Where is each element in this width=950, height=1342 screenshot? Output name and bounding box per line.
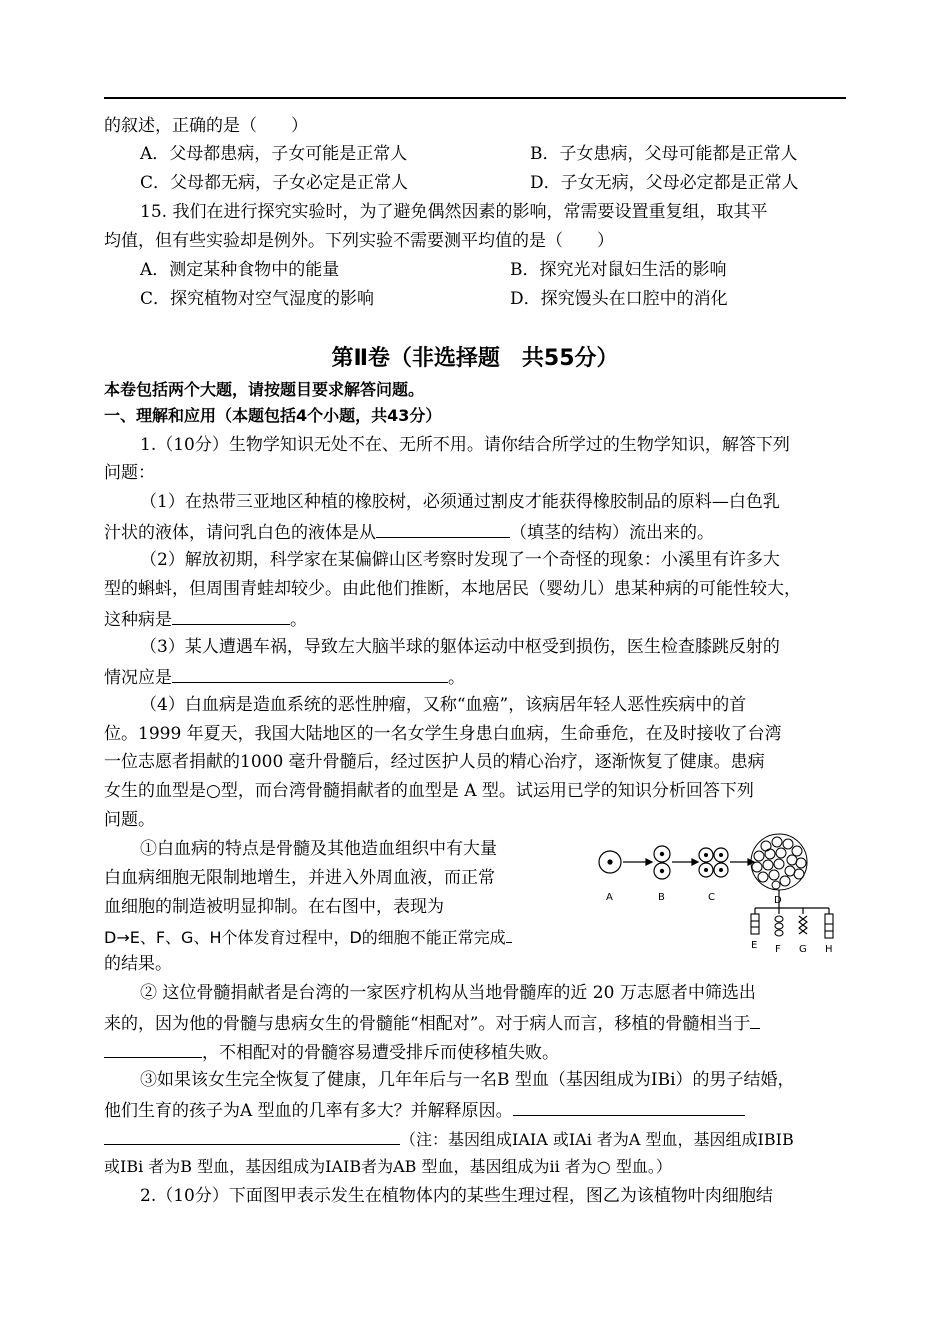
q1-p2-line1: （2）解放初期，科学家在某偏僻山区考察时发现了一个奇怪的现象：小溪里有许多大 [140,550,780,570]
q15-stem-line2: 均值，但有些实验却是例外。下列实验不需要测平均值的是（ ） [104,231,614,251]
label-d: D [774,895,782,906]
cell-c [699,848,728,877]
q1-s2-line2-text: 来的，因为他的骨髓与患病女生的骨髓能“相配对”。对于病人而言，移植的骨髓相当于 [104,1014,751,1034]
q1-s3-line2 [104,1097,854,1123]
q1-s3-line2-text: 他们生育的孩子为A 型血的几率有多大？并解释原因。 [104,1101,513,1121]
cell-cluster-d [751,834,807,890]
answer-blank-antigen[interactable] [104,1039,202,1058]
q1-s3-line3 [104,1126,854,1152]
arrow-a-b [623,859,652,865]
q1-s2-text-post: ，不相配对的骨髓容易遭受排斥而使移植失败。 [202,1043,559,1063]
q1-line2: 问题： [104,463,155,483]
q1-s1-line2: 白血病细胞无限制地增生，并进入外周血液，而正常 [104,868,495,888]
q14-stem-tail: 的叙述，正确的是（ ） [104,116,308,136]
answer-blank-explanation[interactable] [104,1126,400,1145]
q1-p4-line2: 位。1999 年夏天，我国大陆地区的一名女学生身患白血病，生命垂危，在及时接收了台湾 [104,724,782,744]
q15-option-a: A．测定某种食物中的能量 [140,260,340,280]
q1-p4-line1: （4）白血病是造血系统的恶性肿瘤，又称“血癌”，该病居年轻人恶性疾病中的首 [140,695,747,715]
q14-option-d: D．子女无病，父母必定都是正常人 [530,173,799,193]
cell-f [775,916,783,936]
q1-p3-text-pre: 情况应是 [104,668,172,688]
q1-p1-line2 [104,519,854,545]
q15-stem-line1: 15. 我们在进行探究实验时，为了避免偶然因素的影响，常需要设置重复组，取其平 [140,202,768,222]
q1-p4-line4: 女生的血型是○型，而台湾骨髓捐献者的血型是 A 型。试运用已学的知识分析回答下列 [104,781,754,801]
label-h: H [825,944,833,955]
q1-s1-line4 [104,924,574,950]
part2-intro: 本卷包括两个大题，请按题目要求解答问题。 [104,380,425,399]
q2-line1: 2.（10分）下面图甲表示发生在植物体内的某些生理过程，图乙为该植物叶肉细胞结 [140,1186,773,1206]
q1-p4-line3: 一位志愿者捐献的1000 毫升骨髓后，经过医护人员的精心治疗，逐渐恢复了健康。患病 [104,752,765,772]
label-a: A [606,892,613,903]
label-c: C [708,892,715,903]
q1-s3-line4: 或IBi 者为B 型血，基因组成为IAIB者为AB 型血，基因组成为ii 者为○ 型血。） [104,1157,672,1176]
q1-p3-text-post: 。 [448,668,465,688]
q1-p2-text-post: 。 [290,610,307,630]
q1-p4-line5: 问题。 [104,810,155,830]
q1-p1-line1: （1）在热带三亚地区种植的橡胶树，必须通过割皮才能获得橡胶制品的原料—白色乳 [140,492,780,512]
branch-lines [755,890,829,914]
answer-blank-probability[interactable] [513,1097,745,1116]
q15-option-d: D．探究馒头在口腔中的消化 [510,289,728,309]
label-f: F [775,944,781,955]
q1-s3-note: （注：基因组成IAIA 或IAi 者为A 型血，基因组成IBIB [400,1130,794,1149]
q1-p3-line1: （3）某人遭遇车祸，导致左大脑半球的躯体运动中枢受到损伤，医生检查膝跳反射的 [140,637,780,657]
q1-s1-line4-text: D→E、F、G、H个体发育过程中，D的细胞不能正常完成 [104,928,506,947]
q15-option-b: B．探究光对鼠妇生活的影响 [510,260,727,280]
cell-g [799,916,807,934]
q1-p1-text-pre: 汁状的液体，请问乳白色的液体是从 [104,523,376,543]
q1-p2-text-pre: 这种病是 [104,610,172,630]
q1-s1-line3: 血细胞的制造被明显抑制。在右图中，表现为 [104,897,444,917]
q1-p1-text-post: （填茎的结构）流出来的。 [510,523,714,543]
answer-blank-disease[interactable] [172,606,290,625]
label-e: E [751,940,758,951]
q1-p3-line2 [104,664,854,690]
q1-s3-line1: ③如果该女生完全恢复了健康，几年年后与一名B 型血（基因组成为IBi）的男子结婚， [140,1070,795,1090]
cell-b [654,846,670,879]
label-b: B [658,892,665,903]
arrow-b-c [672,859,698,865]
arrow-c-d [730,859,754,865]
header-rule [104,97,846,99]
answer-blank-reflex[interactable] [172,664,448,683]
q1-p2-line2: 型的蝌蚪，但周围青蛙却较少。由此他们推断，本地居民（婴幼儿）患某种病的可能性较大， [104,579,801,599]
q1-s2-line3 [104,1039,854,1065]
answer-blank-process[interactable] [506,924,512,943]
hematopoiesis-diagram [596,832,846,967]
q14-option-a: A．父母都患病，子女可能是正常人 [140,144,408,164]
answer-blank-stem-structure[interactable] [376,519,510,538]
q1-s1-line5: 的结果。 [104,954,172,974]
q1-line1: 1.（10分）生物学知识无处不在、无所不用。请你结合所学过的生物学知识，解答下列 [140,435,790,455]
cell-a [599,851,621,873]
q15-option-c: C．探究植物对空气湿度的影响 [140,289,375,309]
label-g: G [799,944,807,955]
q1-s2-line1: ② 这位骨髓捐献者是台湾的一家医疗机构从当地骨髓库的近 20 万志愿者中筛选出 [140,983,756,1003]
q1-s2-line2 [104,1010,854,1036]
cell-h [825,914,833,938]
q1-p2-line3 [104,606,854,632]
part2-title: 第Ⅱ卷（非选择题 共55分） [331,346,619,371]
q1-s1-line1: ①白血病的特点是骨髓及其他造血组织中有大量 [140,839,497,859]
q14-option-b: B．子女患病，父母可能都是正常人 [530,144,798,164]
cell-e [751,914,759,934]
answer-blank-antigen-start[interactable] [750,1010,760,1029]
section1-heading: 一、理解和应用（本题包括4个小题，共43分） [104,406,442,425]
q14-option-c: C．父母都无病，子女必定是正常人 [140,173,409,193]
